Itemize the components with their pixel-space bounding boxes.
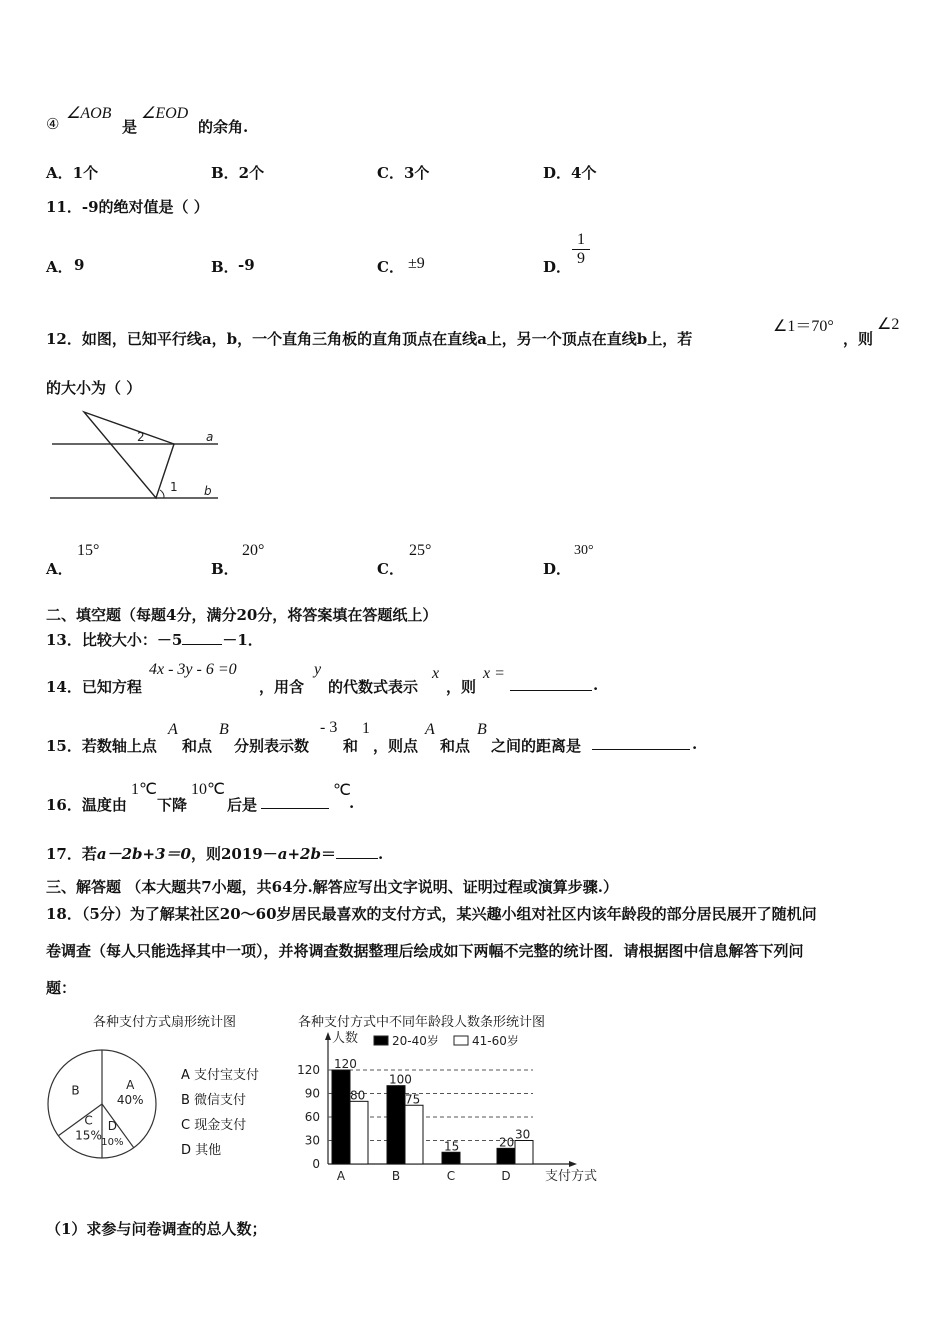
bar-value-label: 15 [444,1139,460,1154]
q14-blank[interactable] [510,676,592,691]
q13-text-b: －1． [222,631,263,649]
pie-slice-percent-a: 40% [116,1092,144,1107]
bar-value-label: 75 [405,1092,421,1107]
y-tick-label: 120 [297,1063,320,1077]
q16-end: . [349,794,355,812]
q11-label-b: B． [211,258,239,276]
bar-b-series-1 [387,1086,405,1164]
q15-point-b: B [219,721,229,738]
bar-c-series-1 [442,1152,460,1164]
q14-c: 的代数式表示 [328,678,419,696]
q17-expression-2: a+2b [277,845,321,863]
q12-label-d: D． [543,560,572,578]
q12-stem-a: 12．如图，已知平行线a，b，一个直角三角板的直角顶点在直线a上，另一个顶点在直线b上，若 [46,330,693,348]
q11-label-d: D． [543,258,572,276]
pie-slice-label-a: A [126,1077,135,1092]
pie-slice-percent-d: 10% [101,1136,124,1148]
q15-point-b-2: B [477,721,487,738]
q14-a: 14．已知方程 [46,678,142,696]
bar-d-series-2 [515,1141,533,1165]
q12-stem-b: ，则 [843,330,874,348]
q10-option-c: C．3个 [377,164,430,182]
q15-d: 和 [343,737,359,755]
q13 [46,629,263,650]
q14-equation: 4x - 3y - 6 =0 [149,661,237,678]
q18-line-3: 题： [46,979,77,997]
q17-b: ，则2019－ [190,845,278,863]
q15-blank[interactable] [592,735,690,750]
pie-chart [44,1046,164,1166]
q15-end: . [692,735,698,753]
x-axis-arrow [569,1161,577,1167]
fraction-numerator: 1 [572,231,590,250]
q16-a: 16．温度由 [46,796,127,814]
q16-c: 后是 [227,796,258,814]
q12-condition: ∠1＝70° [773,318,834,335]
q12-label-b: B． [211,560,239,578]
q15-point-a-2: A [425,721,435,738]
q11-value-a: 9 [74,256,85,274]
bar-value-label: 100 [389,1072,412,1087]
bar-value-label: 120 [334,1057,357,1071]
section-3-title: 三、解答题 （本大题共7小题，共64分.解答应写出文字说明、证明过程或演算步骤.） [46,878,618,896]
legend-item-d: D 其他 [181,1143,222,1158]
y-tick-label: 30 [304,1133,320,1148]
q17-c: ＝ [320,845,336,863]
q10-item4-rest: 的余角. [198,118,249,136]
y-axis-arrow [325,1032,331,1040]
fraction-denominator: 9 [577,250,585,267]
category-label: C [446,1169,456,1183]
q12-label-a: A． [46,560,73,578]
q15-number-1: - 3 [320,719,338,736]
q14-y: y [314,661,322,678]
label-b: b [204,484,212,498]
q11-fraction [572,231,590,268]
y-axis-label: 人数 [332,1031,359,1046]
q12-value-b: 20° [242,542,265,559]
q12-value-a: 15° [77,542,100,559]
q17 [46,843,383,864]
q15-g: 之间的距离是 [491,737,582,755]
q13-text-a: 13．比较大小：－5 [46,631,183,649]
q14-x: x [432,665,440,682]
q18-line-2: 卷调查（每人只能选择其中一项），并将调查数据整理后绘成如下两幅不完整的统计图．请根据图中信息解答下列问 [46,942,804,960]
q11-value-b: -9 [238,256,255,274]
q14-end: . [593,676,599,694]
angle-1-arc [160,490,164,498]
q15-point-a: A [168,721,178,738]
q12-label-c: C． [377,560,404,578]
legend-swatch-1 [374,1036,388,1045]
y-tick-label: 90 [304,1086,320,1101]
q15-number-2: 1 [362,720,370,737]
legend-label-1: 20-40岁 [392,1034,439,1048]
angle-eod: ∠EOD [141,105,189,122]
q10-option-b: B．2个 [211,164,265,182]
q17-expression: a－2b+3＝0 [96,845,191,863]
legend-item-c: C 现金支付 [181,1118,247,1133]
label-a: a [206,430,214,444]
q16-unit: ℃ [333,782,351,799]
pie-legend [181,1063,259,1163]
q16-b: 下降 [157,796,188,814]
q11-value-c: ±9 [408,255,425,272]
bar-value-label: 20 [499,1135,515,1150]
q13-blank[interactable] [182,630,222,645]
bar-d-series-1 [497,1148,515,1164]
parallel-lines-figure [46,408,226,504]
legend-item-a: A 支付宝支付 [181,1068,260,1083]
x-axis-label: 支付方式 [545,1169,598,1184]
q15-f: 和点 [440,737,471,755]
pie-slice-label-b: B [71,1083,80,1098]
q16-blank[interactable] [261,794,329,809]
bar-a-series-2 [350,1101,368,1164]
q16-temp-2: 10℃ [191,781,225,798]
legend-label-2: 41-60岁 [472,1034,519,1048]
q18-sub-1: （1）求参与问卷调查的总人数； [46,1220,267,1238]
q16-temp-1: 1℃ [131,781,157,798]
category-label: B [391,1169,401,1183]
pie-slice-percent-c: 15% [75,1128,102,1143]
q14-x-equals: x = [483,665,505,682]
q12-target: ∠2 [877,316,900,333]
bar-b-series-2 [405,1105,423,1164]
bar-value-label: 30 [515,1127,531,1142]
q14-b: ，用含 [259,678,305,696]
q15-e: ，则点 [373,737,419,755]
q17-blank[interactable] [336,844,378,859]
label-2: 2 [137,430,145,444]
legend-item-b: B 微信支付 [181,1093,247,1108]
q17-a: 17．若 [46,845,97,863]
item-mark: ④ [46,115,60,133]
q18-line-1: 18．（5分）为了解某社区20～60岁居民最喜欢的支付方式，某兴趣小组对社区内该年龄段的部分居民展开了随机问 [46,905,817,923]
q12-stem-c: 的大小为（ ） [46,379,142,397]
q15-a: 15．若数轴上点 [46,737,157,755]
q15-b: 和点 [182,737,213,755]
q15-c: 分别表示数 [234,737,310,755]
y-tick-label: 0 [312,1157,320,1171]
q14-d: ，则 [446,678,477,696]
bar-chart [280,1030,600,1190]
q10-option-a: A．1个 [46,164,99,182]
section-2-title: 二、填空题（每题4分，满分20分，将答案填在答题纸上） [46,606,438,624]
q11-stem: 11．-9的绝对值是（ ） [46,198,209,216]
q10-item4 [46,115,59,133]
q11-label-a: A． [46,258,73,276]
q11-label-c: C． [377,258,404,276]
pie-slice-label-d: D [107,1118,117,1133]
q12-value-c: 25° [409,542,432,559]
legend-swatch-2 [454,1036,468,1045]
angle-aob: ∠AOB [66,105,112,122]
q10-item4-is: 是 [122,118,138,136]
category-label: D [501,1169,511,1183]
q12-value-d: 30° [574,543,594,558]
bar-chart-title: 各种支付方式中不同年龄段人数条形统计图 [298,1015,546,1030]
q17-end: . [377,845,384,863]
pie-chart-title: 各种支付方式扇形统计图 [93,1015,237,1030]
category-label: A [336,1169,346,1183]
pie-slice-label-c: C [84,1113,93,1128]
label-1: 1 [170,480,178,494]
q10-option-d: D．4个 [543,164,597,182]
triangle [84,412,174,498]
bar-value-label: 80 [350,1088,366,1103]
y-tick-label: 60 [304,1110,320,1124]
bar-a-series-1 [332,1070,350,1164]
